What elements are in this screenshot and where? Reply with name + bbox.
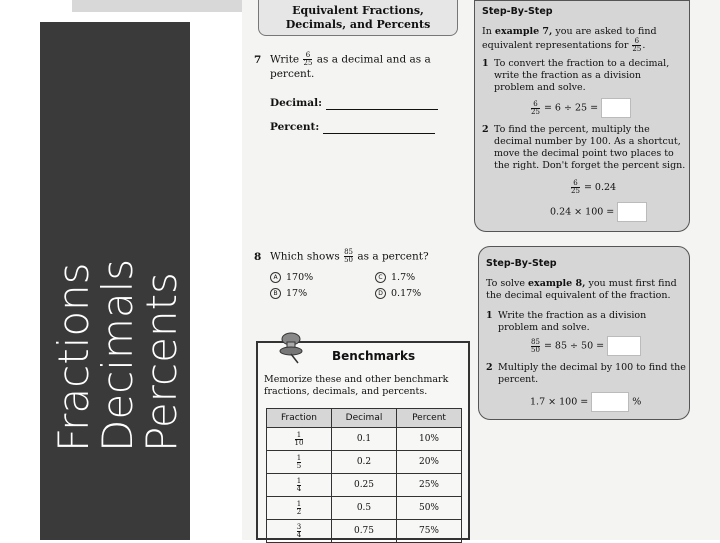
pushpin-icon [276,330,306,364]
step2-equation-1: $\frac{85}{50}$ = 85 ÷ 50 = [530,336,641,356]
step1-title: Step-By-Step [482,6,553,17]
option-d-text: 0.17% [391,288,422,299]
step2-intro: To solve example 8, you must first find the decimal equivalent of the fraction. [486,278,677,301]
top-gray-band [72,0,242,12]
decimal-cell: 0.5 [332,497,397,520]
table-row [267,497,462,520]
fraction-cell: $\frac{1}{5}$ [267,451,332,474]
percent-cell: 20% [397,451,462,474]
worksheet-header [258,0,458,36]
step1-equation-2: $\frac{6}{25}$ = 0.24 [571,179,617,195]
question-7-number: 7 [254,53,262,66]
percent-cell: 10% [397,428,462,451]
fraction-cell: $\frac{1}{2}$ [267,497,332,520]
option-d-bubble[interactable]: D [375,288,386,299]
step1-answer-box-2[interactable] [617,202,647,222]
option-b-text: 17% [286,288,308,299]
question-7 [254,52,454,81]
benchmarks-intro: Memorize these and other benchmark fractions, decimals, and percents. [264,374,449,397]
q8-fraction: $\frac{85}{50}$ [344,248,354,264]
vertical-title [49,32,186,452]
benchmarks-table-wrap [266,408,462,543]
q7-fraction: $\frac{6}{25}$ [303,51,313,67]
percent-answer-line[interactable] [323,123,435,134]
option-b[interactable] [270,288,307,299]
option-b-bubble[interactable]: B [270,288,281,299]
percent-label: Percent: [270,121,320,133]
fraction-cell: $\frac{1}{10}$ [267,428,332,451]
benchmarks-title: Benchmarks [332,349,416,363]
table-row [267,451,462,474]
decimal-cell: 0.25 [332,474,397,497]
step1-intro: In example 7, you are asked to find equivalent representations for $\frac{6}{25}$ . [482,26,657,53]
percent-cell: 75% [397,520,462,543]
step1-equation-1: $\frac{6}{25}$ = 6 ÷ 25 = [530,98,631,118]
decimal-cell: 0.2 [332,451,397,474]
percent-cell: 25% [397,474,462,497]
percent-cell: 50% [397,497,462,520]
q8-text-pre: Which shows [270,250,340,263]
question-8-number: 8 [254,250,262,263]
question-8 [254,249,464,264]
header-percent: Percent [397,409,462,428]
step2-title: Step-By-Step [486,258,557,269]
title-line-percents: Percents [137,272,186,452]
header-line-1: Equivalent Fractions, [292,4,424,17]
option-a-text: 170% [286,272,314,283]
q7-text-line2: percent. [270,68,315,80]
table-row [267,520,462,543]
option-c-bubble[interactable]: C [375,272,386,283]
decimal-label: Decimal: [270,97,322,109]
table-header-row [267,409,462,428]
step1-instruction-1: 1 To convert the fraction to a decimal, write the fraction as a division problem and solve. [482,58,670,93]
step2-instruction-2: 2 Multiply the decimal by 100 to find the percent. [486,362,686,385]
step1-answer-box-1[interactable] [601,98,631,118]
decimal-answer-line[interactable] [326,99,438,110]
option-d[interactable] [375,288,421,299]
header-line-2: Decimals, and Percents [285,18,431,31]
percent-answer[interactable] [270,120,435,134]
fraction-cell: $\frac{3}{4}$ [267,520,332,543]
option-c[interactable] [375,272,415,283]
step2-equation-2: 1.7 × 100 = % [530,392,641,412]
decimal-cell: 0.75 [332,520,397,543]
fraction-cell: $\frac{1}{4}$ [267,474,332,497]
q7-text-post: as a decimal and as a [316,53,431,66]
step2-answer-box-1[interactable] [607,336,641,356]
step1-equation-3: 0.24 × 100 = [550,202,647,222]
decimal-answer[interactable] [270,96,438,110]
benchmarks-table [266,408,462,543]
step1-instruction-2: 2 To find the percent, multiply the decimal number by 100. As a shortcut, move the decimal point two places to the right. Don't forget the percent sign. [482,124,686,171]
title-line-fractions: Fractions [49,262,98,452]
option-a-bubble[interactable]: A [270,272,281,283]
decimal-cell: 0.1 [332,428,397,451]
header-fraction: Fraction [267,409,332,428]
table-row [267,428,462,451]
step2-answer-box-2[interactable] [591,392,629,412]
q7-text-pre: Write [270,53,300,66]
table-row [267,474,462,497]
q8-text-post: as a percent? [357,250,429,263]
header-decimal: Decimal [332,409,397,428]
option-c-text: 1.7% [391,272,416,283]
option-a[interactable] [270,272,313,283]
title-line-decimals: Decimals [93,258,142,452]
title-sidebar [40,22,190,540]
step2-instruction-1: 1 Write the fraction as a division problem and solve. [486,310,647,333]
